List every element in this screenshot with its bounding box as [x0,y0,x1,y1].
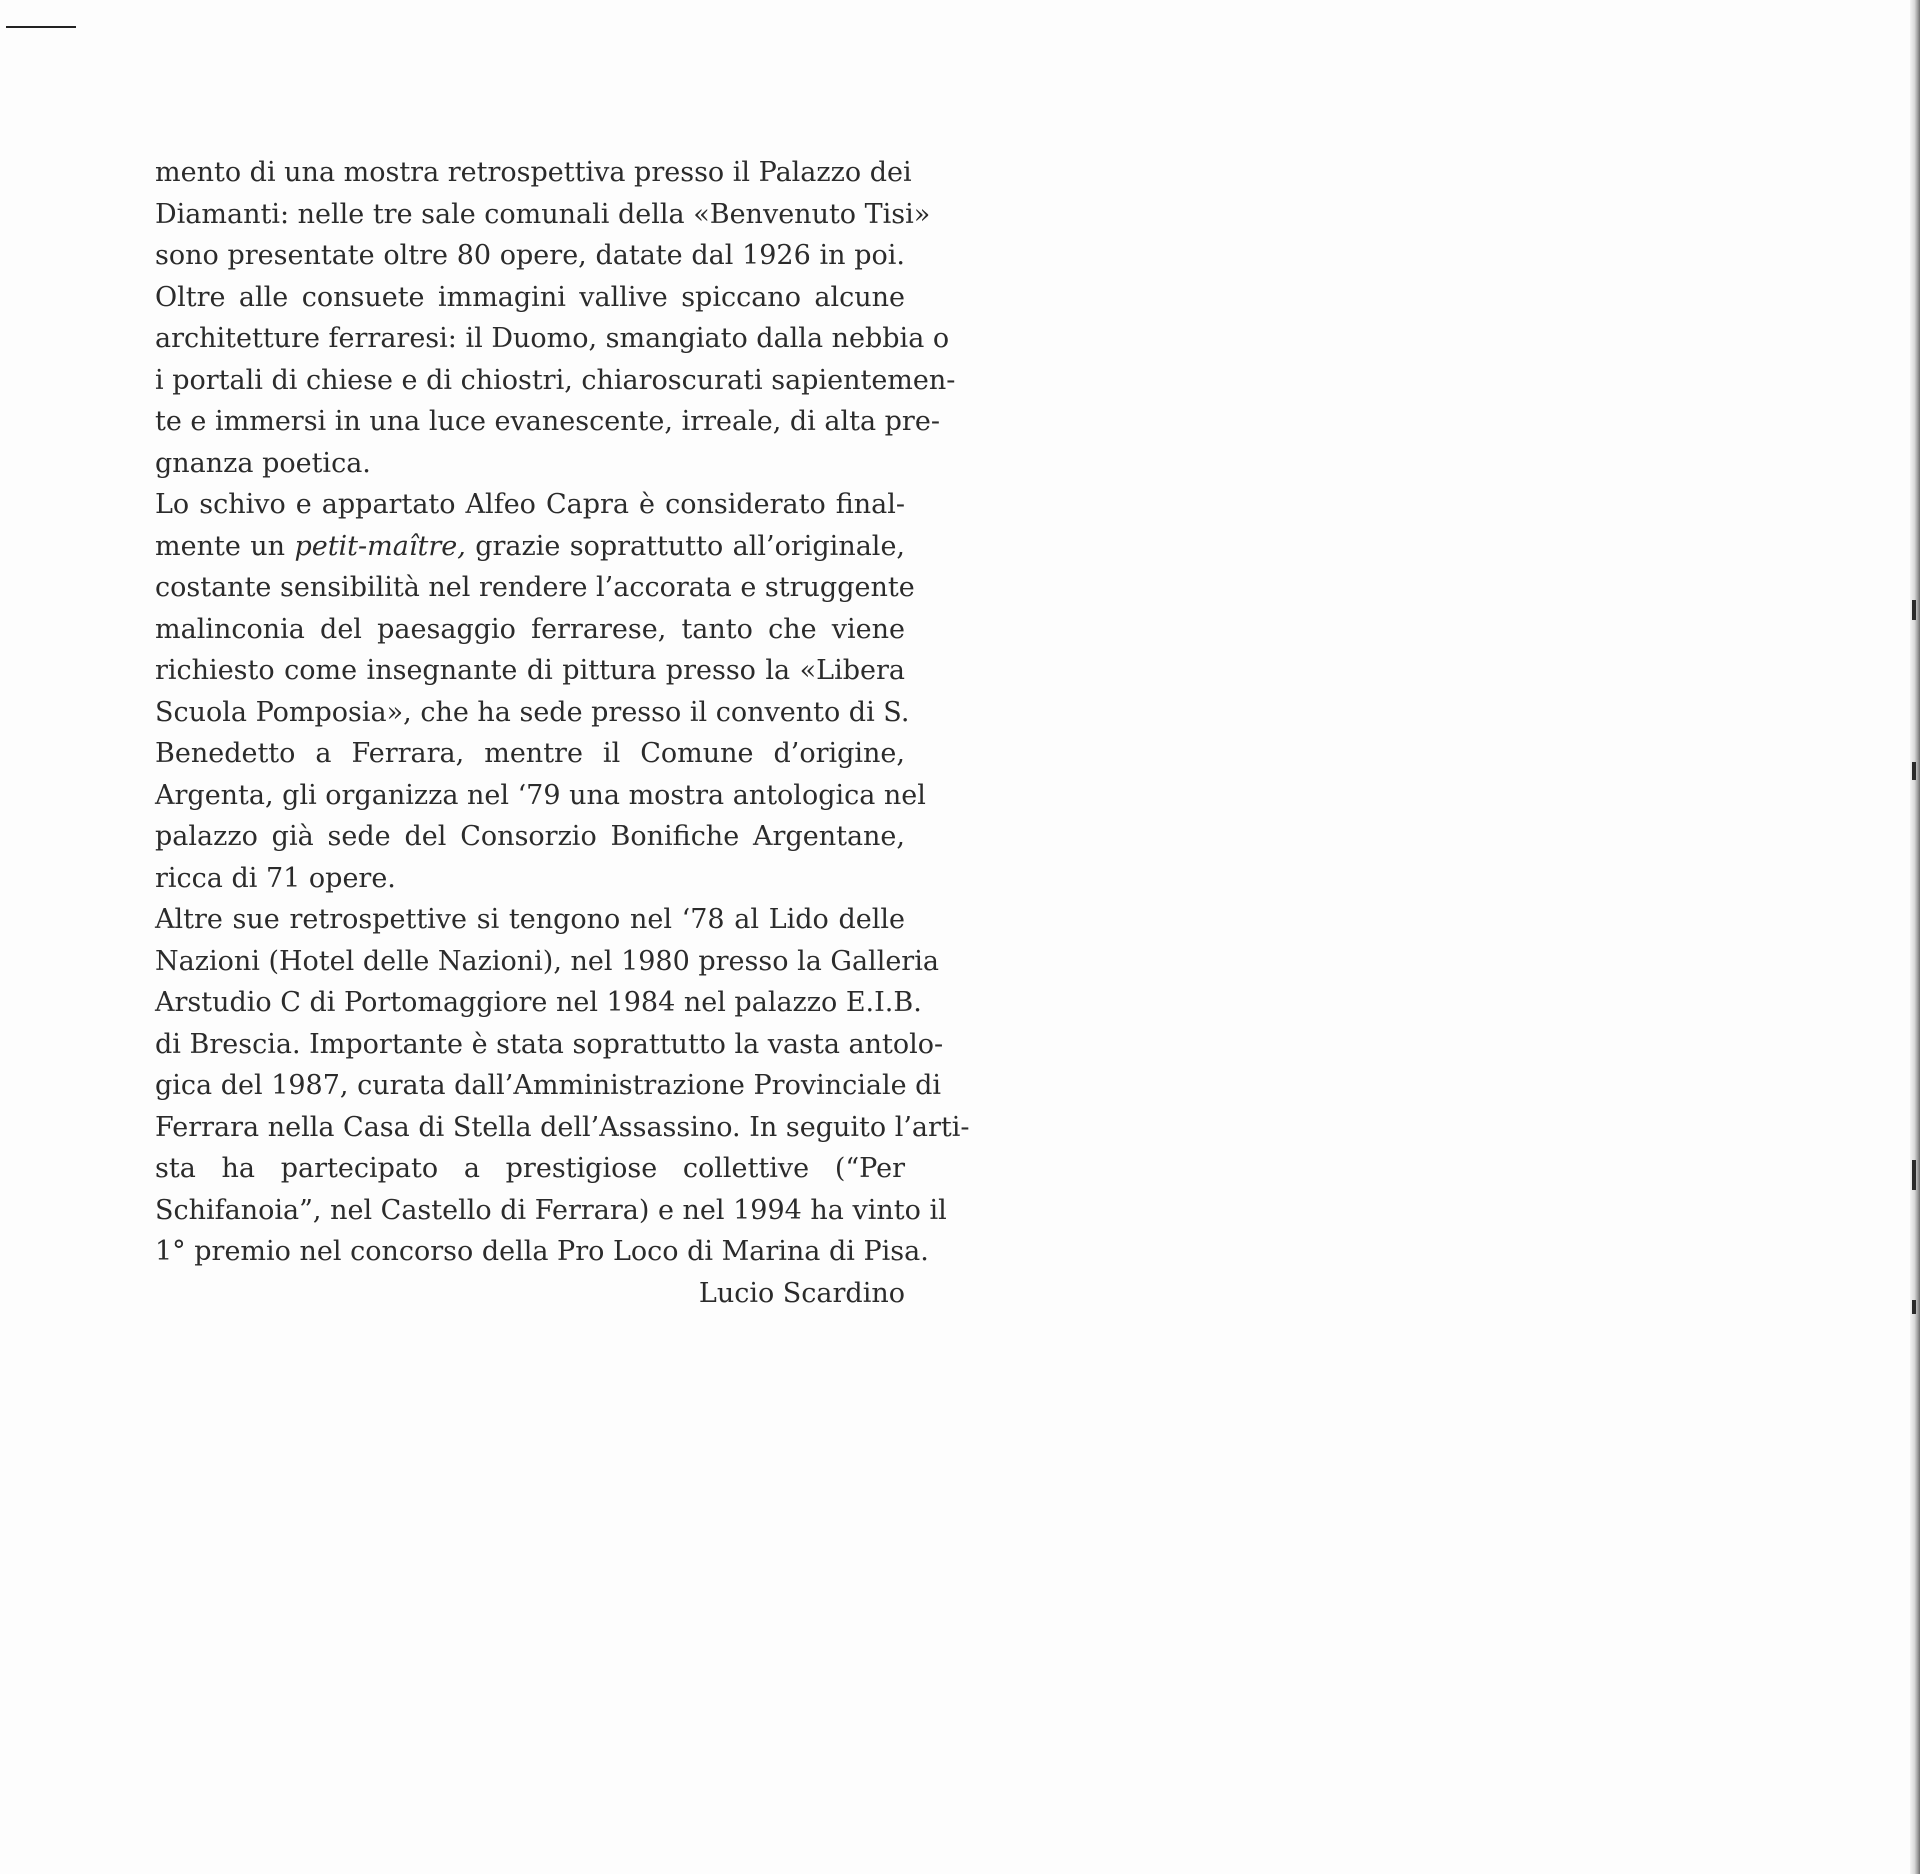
text-line: gica del 1987, curata dall’Amministrazione Provinciale di [155,1070,942,1101]
text-line: sono presentate oltre 80 opere, datate dal 1926 in poi. [155,240,905,271]
text-line-with-italic [155,526,905,568]
spine-clip-1 [1912,600,1916,620]
italic-term: petit-maître, [294,530,466,562]
text-fragment: mente un [155,530,295,562]
text-line: Arstudio C di Portomaggiore nel 1984 nel palazzo E.I.B. [155,987,922,1018]
text-line: mento di una mostra retrospettiva presso il Palazzo dei [155,157,912,188]
text-line: Altre sue retrospettive si tengono nel ‘78 al Lido delle [155,904,905,935]
paragraph-3 [155,899,970,1273]
text-line: richiesto come insegnante di pittura presso la «Libera [155,655,905,686]
article-text [155,152,970,1314]
text-line: Benedetto a Ferrara, mentre il Comune d’origine, [155,738,905,769]
text-line: Scuola Pomposia», che ha sede presso il convento di S. [155,696,910,728]
book-spine-edge [1910,0,1920,1874]
text-line: malinconia del paesaggio ferrarese, tanto che viene [155,613,905,645]
paragraph-1 [155,152,956,484]
text-line: 1° premio nel concorso della Pro Loco di Marina di Pisa. [155,1236,929,1267]
page-corner-mark [6,26,76,28]
author-signature: Lucio Scardino [698,1277,905,1309]
paragraph-2 [155,484,926,899]
spine-clip-2 [1912,762,1916,780]
text-line: architetture ferraresi: il Duomo, smangiato dalla nebbia o [155,323,950,354]
text-line: Argenta, gli organizza nel ‘79 una mostra antologica nel [155,779,926,811]
spine-clip-4 [1912,1300,1916,1314]
text-line: Nazioni (Hotel delle Nazioni), nel 1980 presso la Galleria [155,945,939,977]
text-line: i portali di chiese e di chiostri, chiaroscurati sapientemen- [155,364,956,396]
text-line: palazzo già sede del Consorzio Bonifiche Argentane, [155,821,905,852]
text-line: te e immersi in una luce evanescente, irreale, di alta pre- [155,406,940,437]
text-line: Schifanoia”, nel Castello di Ferrara) e nel 1994 ha vinto il [155,1194,947,1226]
text-line: di Brescia. Importante è stata soprattutto la vasta antolo- [155,1028,944,1060]
text-line: costante sensibilità nel rendere l’accorata e struggente [155,572,915,603]
text-line: gnanza poetica. [155,447,371,479]
text-line: Lo schivo e appartato Alfeo Capra è considerato final- [155,489,905,520]
text-line: sta ha partecipato a prestigiose collettive (“Per [155,1153,905,1184]
text-line: Ferrara nella Casa di Stella dell’Assassino. In seguito l’arti- [155,1111,970,1143]
text-line: Oltre alle consuete immagini vallive spiccano alcune [155,281,905,313]
text-fragment: grazie soprattutto all’originale, [465,530,906,562]
text-line: ricca di 71 opere. [155,862,396,894]
text-line: Diamanti: nelle tre sale comunali della «Benvenuto Tisi» [155,198,931,230]
spine-clip-3 [1912,1160,1916,1190]
